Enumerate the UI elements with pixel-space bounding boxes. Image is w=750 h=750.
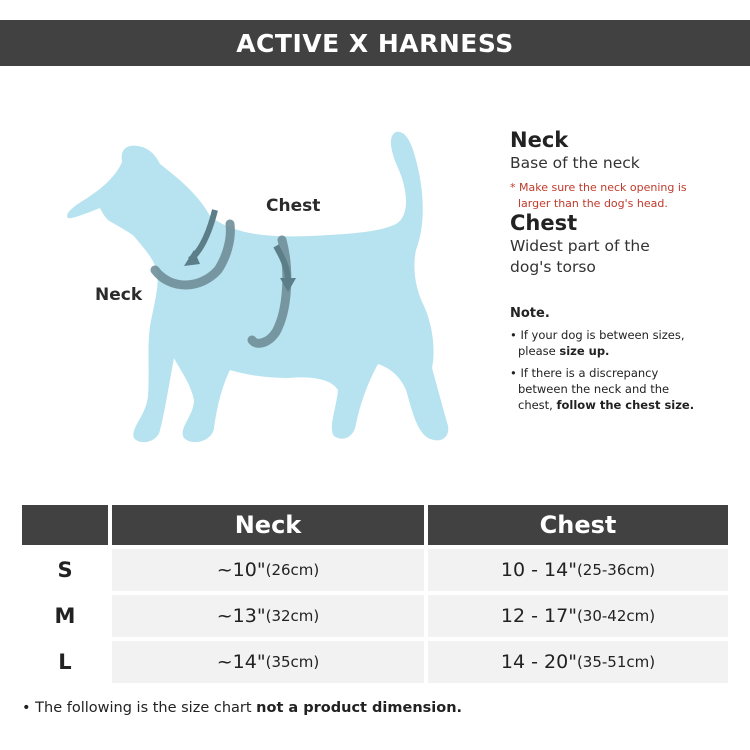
size-chart-table [22,505,728,687]
table-header-row [22,505,728,545]
table-header-chest: Chest [428,505,728,545]
size-cell: M [22,595,108,637]
size-cell: S [22,549,108,591]
chest-description-1: Widest part of the [510,237,650,256]
size-chart-footnote: • The following is the size chart not a product dimension. [22,700,463,716]
note-discrepancy: • If there is a discrepancy between the neck and the chest, follow the chest size. [510,366,695,413]
neck-cell: ~10" (26cm) [112,549,424,591]
neck-title: Neck [510,128,569,152]
chest-title: Chest [510,210,578,235]
page-title-banner [0,20,750,66]
note-title: Note. [510,305,550,321]
size-cell: L [22,641,108,683]
chest-cell: 12 - 17" (30-42cm) [428,595,728,637]
chest-cell: 10 - 14" (25-36cm) [428,549,728,591]
table-row [22,641,728,683]
note-size-up: • If your dog is between sizes, please size up. [510,327,685,359]
neck-description: Base of the neck [510,154,640,173]
page-title: ACTIVE X HARNESS [236,28,514,58]
table-row [22,595,728,637]
measurement-info [510,128,740,413]
chest-description-2: dog's torso [510,258,596,276]
chest-cell: 14 - 20" (35-51cm) [428,641,728,683]
chest-label: Chest [266,196,321,216]
table-header-neck: Neck [112,505,424,545]
dog-illustration [60,120,480,460]
neck-cell: ~13" (32cm) [112,595,424,637]
table-header-size [22,505,108,545]
table-row [22,549,728,591]
neck-warning: * Make sure the neck opening is larger than the dog's head. [510,181,687,210]
neck-label: Neck [95,285,143,305]
neck-cell: ~14" (35cm) [112,641,424,683]
